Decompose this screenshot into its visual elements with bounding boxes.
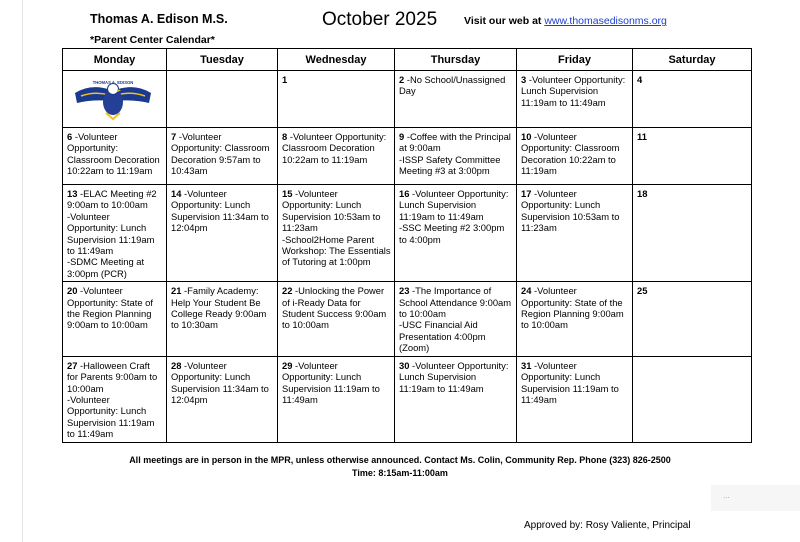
day-events: -Volunteer Opportunity: Lunch Supervision 11:34am to 12:04pm (171, 188, 269, 234)
calendar-day-cell (517, 128, 633, 185)
day-events: -Volunteer Opportunity: Classroom Decoration 10:22am to 11:19am (282, 131, 387, 165)
day-events: -Volunteer Opportunity: State of the Region Planning 9:00am to 10:00am (521, 285, 624, 331)
calendar-day-cell (517, 185, 633, 282)
calendar-week-row (63, 71, 752, 128)
day-number: 7 (171, 131, 177, 142)
calendar-subtitle: *Parent Center Calendar* (90, 34, 215, 46)
calendar-day-cell (167, 282, 278, 356)
calendar-day-cell (167, 356, 278, 442)
day-number: 29 (282, 359, 293, 371)
calendar-day-cell (63, 282, 167, 356)
day-events: -Halloween Craft for Parents 9:00am to 10:00am -Volunteer Opportunity: Lunch Supervision 11:19am to 11:49am (67, 359, 158, 440)
calendar-day-cell (395, 128, 517, 185)
day-events: -Volunteer Opportunity: State of the Region Planning 9:00am to 10:00am (67, 285, 153, 331)
calendar-day-cell (63, 128, 167, 185)
calendar-day-cell (633, 356, 752, 442)
day-number: 14 (171, 188, 182, 199)
day-number: 23 (399, 285, 410, 297)
day-number: 30 (399, 359, 410, 371)
calendar-day-cell (395, 71, 517, 128)
day-events: -Volunteer Opportunity: Lunch Supervision 10:53am to 11:23am (521, 188, 620, 234)
day-events: -Volunteer Opportunity: Lunch Supervision 11:19am to 11:49am -SSC Meeting #2 3:00pm to 4:00pm (399, 188, 509, 245)
day-number: 22 (282, 285, 293, 297)
day-number: 21 (171, 285, 182, 297)
calendar-day-cell (167, 71, 278, 128)
day-events: -Volunteer Opportunity: Classroom Decoration 10:22am to 11:19am (521, 131, 620, 177)
day-events: -Coffee with the Principal at 9:00am -ISSP Safety Committee Meeting #3 at 3:00pm (399, 131, 511, 177)
day-number: 24 (521, 285, 532, 297)
day-events: -Volunteer Opportunity: Lunch Supervision 11:34am to 12:04pm (171, 359, 269, 405)
weekday-header: Saturday (633, 49, 752, 71)
day-number: 3 (521, 74, 527, 85)
calendar-day-cell (167, 185, 278, 282)
school-name: Thomas A. Edison M.S. (90, 12, 228, 26)
calendar-day-cell (633, 128, 752, 185)
day-events: -Volunteer Opportunity: Lunch Supervision 11:19am to 11:49am (521, 359, 619, 405)
school-logo-cell (63, 71, 167, 128)
faint-box-text: ... (723, 491, 730, 500)
day-events: -Unlocking the Power of i-Ready Data for Student Success 9:00am to 10:00am (282, 285, 387, 331)
footer-time: Time: 8:15am-11:00am (352, 468, 448, 478)
day-events: -Family Academy: Help Your Student Be College Ready 9:00am to 10:30am (171, 285, 267, 331)
calendar-day-cell (633, 71, 752, 128)
day-events: -Volunteer Opportunity: Lunch Supervision 11:19am to 11:49am (521, 74, 626, 108)
day-number: 28 (171, 359, 182, 371)
day-number: 20 (67, 285, 78, 297)
calendar-day-cell (395, 282, 517, 356)
calendar-day-cell (278, 282, 395, 356)
day-number: 17 (521, 188, 532, 199)
calendar-day-cell (167, 128, 278, 185)
day-events: -Volunteer Opportunity: Classroom Decoration 9:57am to 10:43am (171, 131, 270, 177)
calendar-day-cell (278, 128, 395, 185)
day-events: -ELAC Meeting #2 9:00am to 10:00am -Volunteer Opportunity: Lunch Supervision 11:19am to 11:49am -SDMC Meeting at 3:00pm (PCR) (67, 188, 157, 279)
day-number: 18 (637, 188, 648, 199)
day-number: 25 (637, 285, 648, 297)
approved-by: Approved by: Rosy Valiente, Principal (524, 520, 691, 531)
day-number: 9 (399, 131, 405, 142)
calendar-day-cell (278, 71, 395, 128)
day-events: -Volunteer Opportunity: Lunch Supervision 11:19am to 11:49am (282, 359, 380, 405)
footer-meeting-note: All meetings are in person in the MPR, unless otherwise announced. Contact Ms. Colin, Community Rep. Phone (323) 826-2500 (129, 455, 671, 465)
website-link[interactable]: www.thomasedisonms.org (544, 15, 667, 27)
calendar-week-row (63, 185, 752, 282)
calendar-day-cell (395, 185, 517, 282)
calendar-table (62, 48, 752, 443)
day-number: 6 (67, 131, 73, 142)
weekday-header-row (63, 49, 752, 71)
day-number: 11 (637, 131, 647, 142)
website-prefix: Visit our web at (464, 15, 542, 27)
day-events: -Volunteer Opportunity: Lunch Supervision 11:19am to 11:49am (399, 359, 509, 394)
day-number: 2 (399, 74, 405, 85)
day-events: -No School/Unassigned Day (399, 74, 506, 97)
day-events: -Volunteer Opportunity: Classroom Decoration 10:22am to 11:19am (67, 131, 160, 177)
calendar-day-cell (517, 71, 633, 128)
calendar-day-cell (517, 282, 633, 356)
weekday-header: Monday (63, 49, 167, 71)
calendar-day-cell (633, 282, 752, 356)
day-number: 1 (282, 74, 288, 85)
day-number: 16 (399, 188, 410, 199)
weekday-header: Wednesday (278, 49, 395, 71)
weekday-header: Friday (517, 49, 633, 71)
day-number: 27 (67, 359, 78, 371)
calendar-week-row (63, 128, 752, 185)
day-number: 4 (637, 74, 643, 85)
weekday-header: Tuesday (167, 49, 278, 71)
calendar-week-row (63, 282, 752, 356)
calendar-week-row (63, 356, 752, 442)
day-events: -The Importance of School Attendance 9:00am to 10:00am -USC Financial Aid Presentation 4:00pm (Zoom) (399, 285, 512, 354)
website-line (464, 15, 667, 27)
calendar-day-cell (278, 356, 395, 442)
faint-box (711, 485, 800, 511)
calendar-day-cell (63, 356, 167, 442)
day-number: 13 (67, 188, 78, 199)
weekday-header: Thursday (395, 49, 517, 71)
svg-text:THOMAS A. EDISON: THOMAS A. EDISON (92, 80, 134, 85)
day-number: 15 (282, 188, 293, 199)
calendar-day-cell (278, 185, 395, 282)
day-number: 31 (521, 359, 532, 371)
eagle-logo-icon (73, 77, 153, 121)
calendar-day-cell (633, 185, 752, 282)
calendar-day-cell (63, 185, 167, 282)
calendar-day-cell (395, 356, 517, 442)
calendar-day-cell (517, 356, 633, 442)
day-number: 8 (282, 131, 288, 142)
day-events: -Volunteer Opportunity: Lunch Supervision 10:53am to 11:23am -School2Home Parent Workshop: The Essentials of Tutoring at 1:00pm (282, 188, 391, 268)
day-number: 10 (521, 131, 532, 142)
month-title: October 2025 (322, 9, 438, 30)
